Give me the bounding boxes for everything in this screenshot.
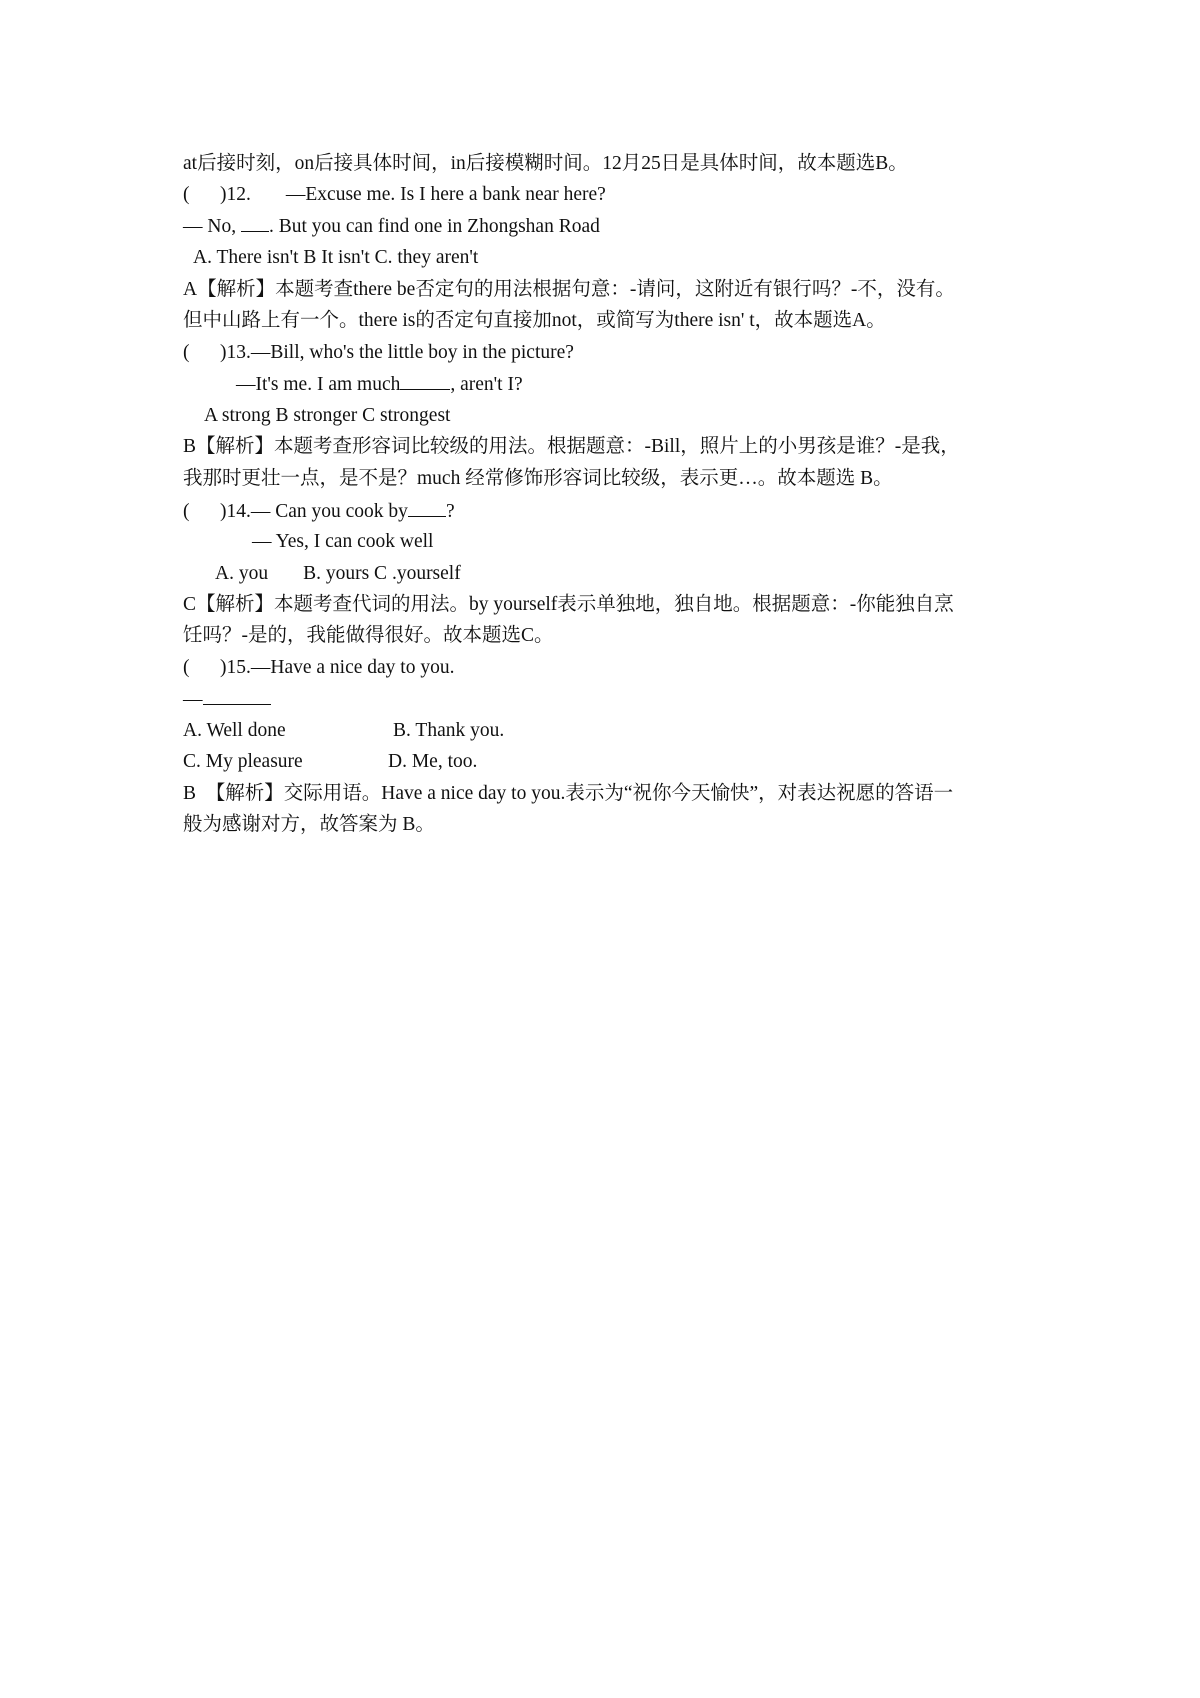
option-d: D. Me, too. xyxy=(388,751,478,772)
explanation-q15-line1: B 【解析】交际用语。Have a nice day to you.表示为“祝你今天愉快”，对表达祝愿的答语一 xyxy=(183,783,954,804)
option-c: C. My pleasure xyxy=(183,751,303,772)
question-12-options: A. There isn't B It isn't C. they aren't xyxy=(193,247,479,268)
question-15-reply xyxy=(183,686,1033,713)
question-text: )14.— Can you cook by xyxy=(220,501,408,522)
question-12-reply xyxy=(183,213,1033,240)
question-text: )15.—Have a nice day to you. xyxy=(220,657,455,678)
question-13-reply xyxy=(236,371,1086,398)
question-15 xyxy=(183,655,1033,681)
explanation-q14-line1: C【解析】本题考查代词的用法。by yourself表示单独地，独自地。根据题意：-你能独自烹 xyxy=(183,594,954,615)
answer-blank xyxy=(203,686,271,705)
answer-bracket-open: ( xyxy=(183,342,190,363)
explanation-q12-line2: 但中山路上有一个。there is的否定句直接加not，或简写为there isn' t，故本题选A。 xyxy=(183,310,886,331)
answer-blank xyxy=(408,498,446,517)
question-14-reply: — Yes, I can cook well xyxy=(252,531,434,552)
explanation-q13-line2: 我那时更壮一点，是不是？much 经常修饰形容词比较级，表示更…。故本题选 B。 xyxy=(183,468,893,489)
answer-bracket-open: ( xyxy=(183,501,190,522)
explanation-q12-line1: A【解析】本题考查there be否定句的用法根据句意：-请问，这附近有银行吗？-不，没有。 xyxy=(183,279,955,300)
reply-text-rest: , aren't I? xyxy=(450,374,523,395)
option-b: B. Thank you. xyxy=(393,720,505,741)
option-b-c: B. yours C .yourself xyxy=(303,563,461,584)
option-a: A. Well done xyxy=(183,720,286,741)
question-14-options xyxy=(215,561,1065,587)
reply-text-rest: . But you can find one in Zhongshan Road xyxy=(268,216,600,237)
reply-text: — No, xyxy=(183,216,241,237)
question-text: —Excuse me. Is I here a bank near here? xyxy=(285,184,606,205)
question-12 xyxy=(183,182,1033,208)
answer-blank xyxy=(400,371,450,390)
question-number: )12. xyxy=(220,184,251,205)
explanation-q15-line2: 般为感谢对方，故答案为 B。 xyxy=(183,814,435,835)
question-mark: ? xyxy=(445,501,455,522)
question-15-options-row1 xyxy=(183,718,1033,744)
question-13-options: A strong B stronger C strongest xyxy=(204,405,451,426)
reply-text: —It's me. I am much xyxy=(236,374,401,395)
explanation-q13-line1: B【解析】本题考查形容词比较级的用法。根据题意：-Bill，照片上的小男孩是谁？-是我， xyxy=(183,436,960,457)
question-13 xyxy=(183,340,1033,366)
explanation-q14-line2: 饪吗？-是的，我能做得很好。故本题选C。 xyxy=(183,625,554,646)
answer-blank xyxy=(241,213,269,232)
answer-bracket-open: ( xyxy=(183,657,190,678)
reply-dash: — xyxy=(183,689,203,710)
explanation-q11-end: at后接时刻，on后接具体时间，in后接模糊时间。12月25日是具体时间，故本题选B。 xyxy=(183,153,908,174)
question-text: )13.—Bill, who's the little boy in the picture? xyxy=(220,342,574,363)
answer-bracket-open: ( xyxy=(183,184,190,205)
question-14 xyxy=(183,498,1033,525)
option-a: A. you xyxy=(215,563,269,584)
question-15-options-row2 xyxy=(183,749,1033,775)
